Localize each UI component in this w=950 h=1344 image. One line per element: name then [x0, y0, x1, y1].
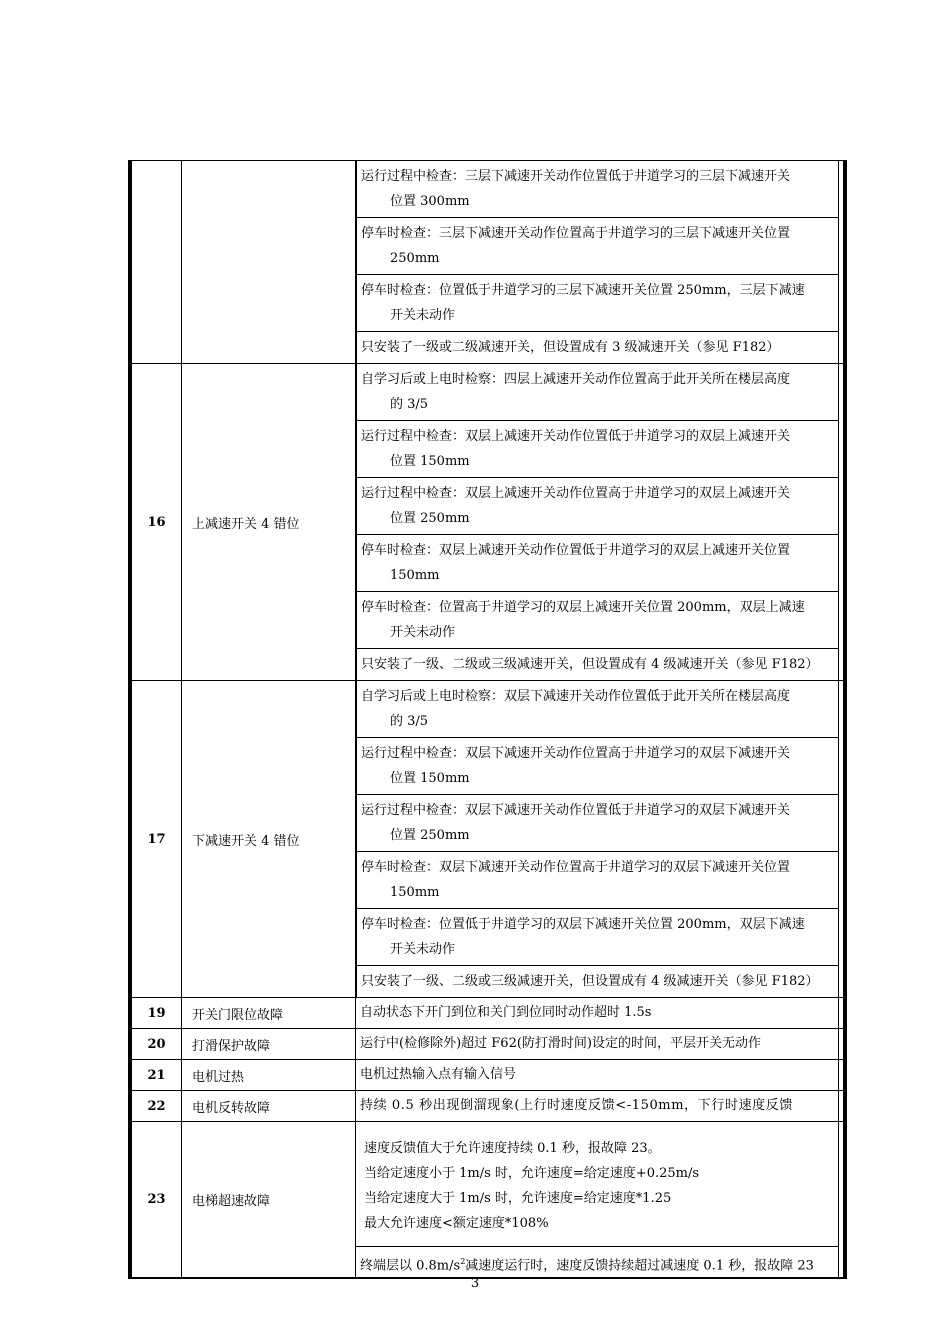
description-line: 停车时检查：双层上减速开关动作位置低于井道学习的双层上减速开关位置 150mm: [356, 535, 839, 592]
fault-name: 电梯超速故障: [182, 1122, 356, 1279]
description-line: 停车时检查：位置低于井道学习的双层下减速开关位置 200mm，双层下减速 开关未动作: [356, 909, 839, 966]
description-line: 停车时检查：三层下减速开关动作位置高于井道学习的三层下减速开关位置 250mm: [356, 218, 839, 275]
fault-code: 23: [130, 1122, 182, 1279]
description-line: [356, 1247, 839, 1277]
description-line: 停车时检查：双层下减速开关动作位置高于井道学习的双层下减速开关位置 150mm: [356, 852, 839, 909]
fault-code-table: [128, 160, 847, 1279]
table-row: [130, 1122, 845, 1279]
fault-code: 16: [130, 364, 182, 681]
table-row: [130, 1091, 845, 1122]
table-row: [130, 1060, 845, 1091]
fault-description: [356, 364, 846, 681]
description-line: 停车时检查：位置高于井道学习的双层上减速开关位置 200mm，双层上减速 开关未动作: [356, 592, 839, 649]
description-line: 最大允许速度<额定速度*108%: [364, 1216, 549, 1231]
fault-description-cell: [356, 998, 846, 1029]
description-line: 运行过程中检查：双层下减速开关动作位置高于井道学习的双层下减速开关 位置 150mm: [356, 738, 839, 795]
table-row: [130, 681, 845, 998]
description-line: 当给定速度大于 1m/s 时，允许速度=给定速度*1.25: [364, 1191, 672, 1206]
table-row: [130, 998, 845, 1029]
text-segment: 终端层以 0.8m/s: [360, 1258, 461, 1274]
description-line: 只安装了一级、二级或三级减速开关，但设置成有 4 级减速开关（参见 F182）: [356, 966, 839, 997]
description-line: 停车时检查：位置低于井道学习的三层下减速开关位置 250mm，三层下减速 开关未动作: [356, 275, 839, 332]
fault-name: 打滑保护故障: [182, 1029, 356, 1060]
table-row: [130, 1029, 845, 1060]
description-line: 运行过程中检查：双层下减速开关动作位置低于井道学习的双层下减速开关 位置 250mm: [356, 795, 839, 852]
fault-name: [182, 161, 356, 364]
fault-name: 开关门限位故障: [182, 998, 356, 1029]
fault-description-cell: [356, 1029, 846, 1060]
overspeed-rule-block: [356, 1122, 839, 1247]
description-line: 运行过程中检查：三层下减速开关动作位置低于井道学习的三层下减速开关 位置 300mm: [356, 161, 839, 218]
table-row: [130, 364, 845, 681]
description-line: 只安装了一级或二级减速开关，但设置成有 3 级减速开关（参见 F182）: [356, 332, 839, 363]
fault-name: 电机过热: [182, 1060, 356, 1091]
text-segment: 减速度运行时，速度反馈持续超过减速度 0.1 秒，报故障 23: [465, 1258, 814, 1274]
description-line: 运行过程中检查：双层上减速开关动作位置低于井道学习的双层上减速开关 位置 150mm: [356, 421, 839, 478]
description-line: 自学习后或上电时检察：四层上减速开关动作位置高于此开关所在楼层高度 的 3/5: [356, 364, 839, 421]
superscript: 2: [460, 1257, 466, 1266]
fault-description: 电机过热输入点有输入信号: [356, 1060, 839, 1090]
fault-description: [356, 681, 846, 998]
fault-code: 17: [130, 681, 182, 998]
table-row: [130, 161, 845, 364]
fault-code: 20: [130, 1029, 182, 1060]
fault-name: 下减速开关 4 错位: [182, 681, 356, 998]
fault-description: 自动状态下开门到位和关门到位同时动作超时 1.5s: [356, 998, 839, 1028]
fault-description: [356, 1122, 846, 1279]
fault-description: 运行中(检修除外)超过 F62(防打滑时间)设定的时间，平层开关无动作: [356, 1029, 839, 1059]
description-line: 只安装了一级、二级或三级减速开关，但设置成有 4 级减速开关（参见 F182）: [356, 649, 839, 680]
fault-description-cell: [356, 1060, 846, 1091]
fault-code: [130, 161, 182, 364]
fault-name: 电机反转故障: [182, 1091, 356, 1122]
page-number: 3: [470, 1276, 480, 1291]
fault-name: 上减速开关 4 错位: [182, 364, 356, 681]
description-line: 当给定速度小于 1m/s 时，允许速度=给定速度+0.25m/s: [364, 1166, 700, 1181]
fault-description: [356, 161, 846, 364]
description-line: 自学习后或上电时检察：双层下减速开关动作位置低于此开关所在楼层高度 的 3/5: [356, 681, 839, 738]
fault-code: 19: [130, 998, 182, 1029]
description-line: 运行过程中检查：双层上减速开关动作位置高于井道学习的双层上减速开关 位置 250mm: [356, 478, 839, 535]
fault-description: 持续 0.5 秒出现倒溜现象(上行时速度反馈<-150mm，下行时速度反馈: [356, 1091, 839, 1121]
fault-description-cell: [356, 1091, 846, 1122]
fault-code: 22: [130, 1091, 182, 1122]
description-line: 速度反馈值大于允许速度持续 0.1 秒，报故障 23。: [364, 1141, 661, 1156]
fault-code: 21: [130, 1060, 182, 1091]
